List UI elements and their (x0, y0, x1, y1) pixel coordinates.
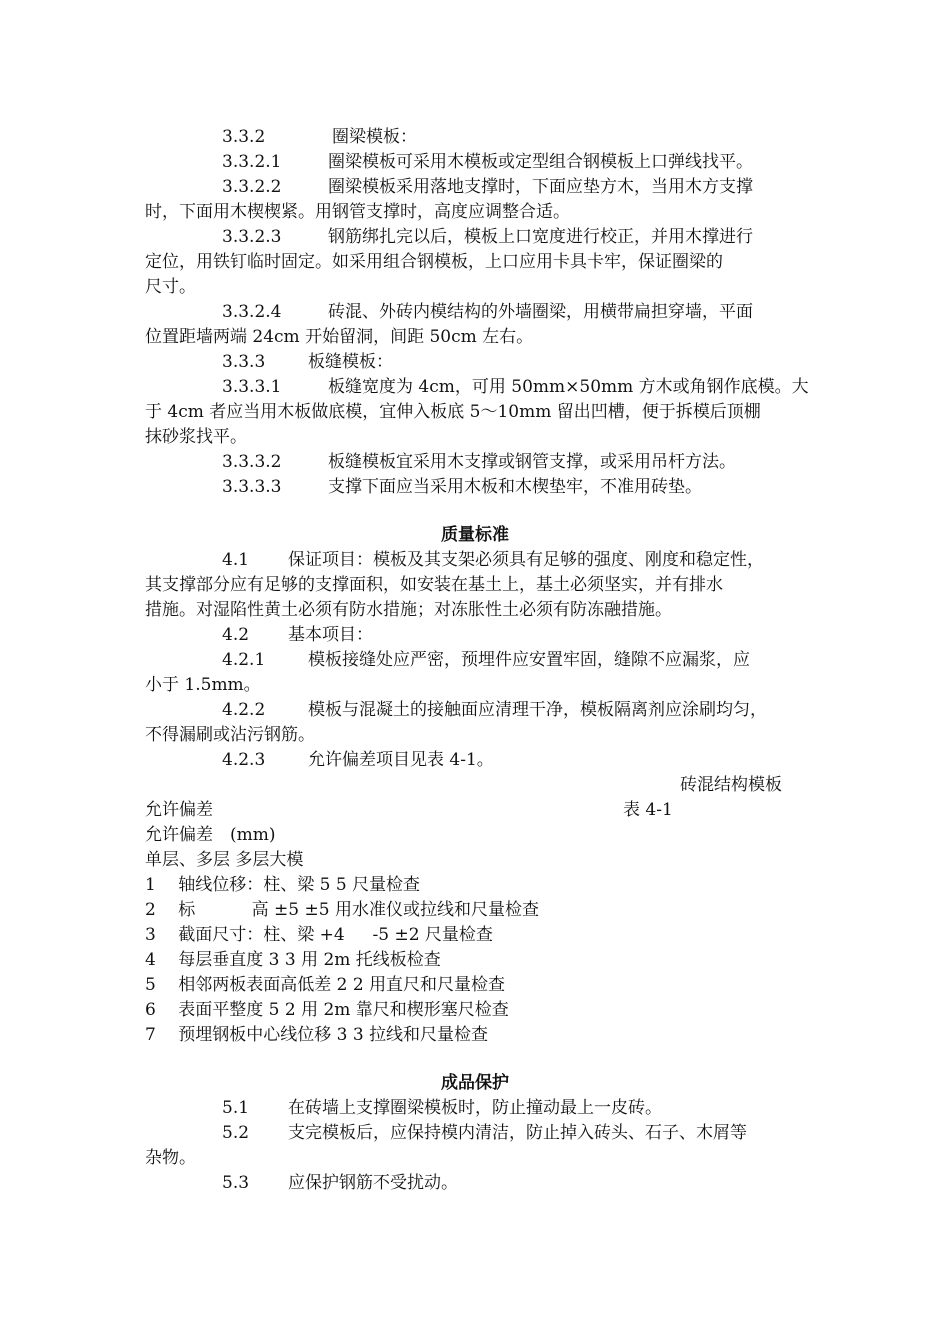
para-3-3-2-3 (222, 225, 753, 249)
table-row: 6 表面平整度 5 2 用 2m 靠尺和楔形塞尺检查 (145, 1000, 509, 1020)
para-text: 在砖墙上支撑圈梁模板时，防止撞动最上一皮砖。 (288, 1098, 662, 1118)
para-continuation: 位置距墙两端 24cm 开始留洞，间距 50cm 左右。 (145, 327, 534, 347)
para-number: 4.2 (222, 625, 250, 645)
para-number: 3.3.2.2 (222, 177, 282, 197)
para-continuation: 尺寸。 (145, 277, 196, 297)
para-4-2-3 (222, 748, 494, 772)
table-header: 单层、多层 多层大模 (145, 850, 304, 870)
table-number: 表 4-1 (623, 800, 673, 820)
para-continuation: 小于 1.5mm。 (145, 675, 261, 695)
table-caption: 砖混结构模板 (680, 775, 782, 795)
para-continuation: 不得漏刷或沾污钢筋。 (145, 725, 315, 745)
para-continuation: 措施。对湿陷性黄土必须有防水措施；对冻胀性土必须有防冻融措施。 (145, 600, 672, 620)
para-continuation: 杂物。 (145, 1148, 196, 1168)
para-number: 5.1 (222, 1098, 250, 1118)
para-number: 3.3.2.3 (222, 227, 282, 247)
table-row: 2 标 高 ±5 ±5 用水准仪或拉线和尺量检查 (145, 900, 539, 920)
para-continuation: 时，下面用木楔楔紧。用钢管支撑时，高度应调整合适。 (145, 202, 570, 222)
para-text: 保证项目：模板及其支架必须具有足够的强度、刚度和稳定性， (288, 550, 764, 570)
section-title-protection: 成品保护 (441, 1073, 509, 1093)
para-5-1 (222, 1096, 662, 1120)
para-number: 3.3.3.3 (222, 477, 282, 497)
para-3-3-3-3 (222, 475, 702, 499)
para-continuation: 于 4cm 者应当用木板做底模，宜伸入板底 5～10mm 留出凹槽，便于拆模后顶棚 (145, 402, 761, 422)
para-5-2 (222, 1121, 747, 1145)
para-number: 4.1 (222, 550, 250, 570)
para-text: 砖混、外砖内模结构的外墙圈梁，用横带扁担穿墙，平面 (328, 302, 753, 322)
para-4-2-1 (222, 648, 750, 672)
table-row: 7 预埋钢板中心线位移 3 3 拉线和尺量检查 (145, 1025, 489, 1045)
table-row: 5 相邻两板表面高低差 2 2 用直尺和尺量检查 (145, 975, 506, 995)
table-row: 1 轴线位移：柱、梁 5 5 尺量检查 (145, 875, 421, 895)
para-number: 3.3.2 (222, 127, 266, 147)
para-5-3 (222, 1171, 458, 1195)
table-row: 4 每层垂直度 3 3 用 2m 托线板检查 (145, 950, 441, 970)
para-3-3-2-2 (222, 175, 753, 199)
para-number: 3.3.3.1 (222, 377, 282, 397)
para-text: 支完模板后，应保持模内清洁，防止掉入砖头、石子、木屑等 (288, 1123, 747, 1143)
para-3-3-3-2 (222, 450, 736, 474)
table-header: 允许偏差 (mm) (145, 825, 276, 845)
para-number: 3.3.2.4 (222, 302, 282, 322)
para-text: 板缝模板： (308, 352, 393, 372)
para-text: 模板与混凝土的接触面应清理干净，模板隔离剂应涂刷均匀， (308, 700, 767, 720)
para-text: 板缝宽度为 4cm，可用 50mm×50mm 方木或角钢作底模。大 (328, 377, 809, 397)
para-number: 4.2.2 (222, 700, 266, 720)
para-text: 板缝模板宜采用木支撑或钢管支撑，或采用吊杆方法。 (328, 452, 736, 472)
para-4-2-2 (222, 698, 767, 722)
para-3-3-3-1 (222, 375, 809, 399)
para-continuation: 其支撑部分应有足够的支撑面积，如安装在基土上，基土必须坚实，并有排水 (145, 575, 723, 595)
para-3-3-2 (222, 125, 417, 149)
table-caption-left: 允许偏差 (145, 800, 213, 820)
para-text: 支撑下面应当采用木板和木楔垫牢，不准用砖垫。 (328, 477, 702, 497)
table-row: 3 截面尺寸：柱、梁 +4 -5 ±2 尺量检查 (145, 925, 493, 945)
para-text: 圈梁模板： (332, 127, 417, 147)
para-number: 3.3.3 (222, 352, 266, 372)
para-3-3-2-1 (222, 150, 753, 174)
para-number: 3.3.2.1 (222, 152, 282, 172)
para-text: 圈梁模板可采用木模板或定型组合钢模板上口弹线找平。 (328, 152, 753, 172)
para-continuation: 定位，用铁钉临时固定。如采用组合钢模板，上口应用卡具卡牢，保证圈梁的 (145, 252, 723, 272)
para-number: 5.3 (222, 1173, 250, 1193)
para-text: 允许偏差项目见表 4-1。 (308, 750, 494, 770)
para-number: 5.2 (222, 1123, 250, 1143)
para-text: 应保护钢筋不受扰动。 (288, 1173, 458, 1193)
para-continuation: 抹砂浆找平。 (145, 427, 247, 447)
para-text: 圈梁模板采用落地支撑时，下面应垫方木，当用木方支撑 (328, 177, 753, 197)
para-number: 4.2.1 (222, 650, 266, 670)
para-3-3-2-4 (222, 300, 753, 324)
para-3-3-3 (222, 350, 393, 374)
para-text: 模板接缝处应严密，预埋件应安置牢固，缝隙不应漏浆，应 (308, 650, 750, 670)
para-number: 4.2.3 (222, 750, 266, 770)
section-title-quality: 质量标准 (441, 525, 509, 545)
para-text: 基本项目： (288, 625, 373, 645)
para-number: 3.3.3.2 (222, 452, 282, 472)
para-text: 钢筋绑扎完以后，模板上口宽度进行校正，并用木撑进行 (328, 227, 753, 247)
para-4-1 (222, 548, 764, 572)
para-4-2 (222, 623, 373, 647)
